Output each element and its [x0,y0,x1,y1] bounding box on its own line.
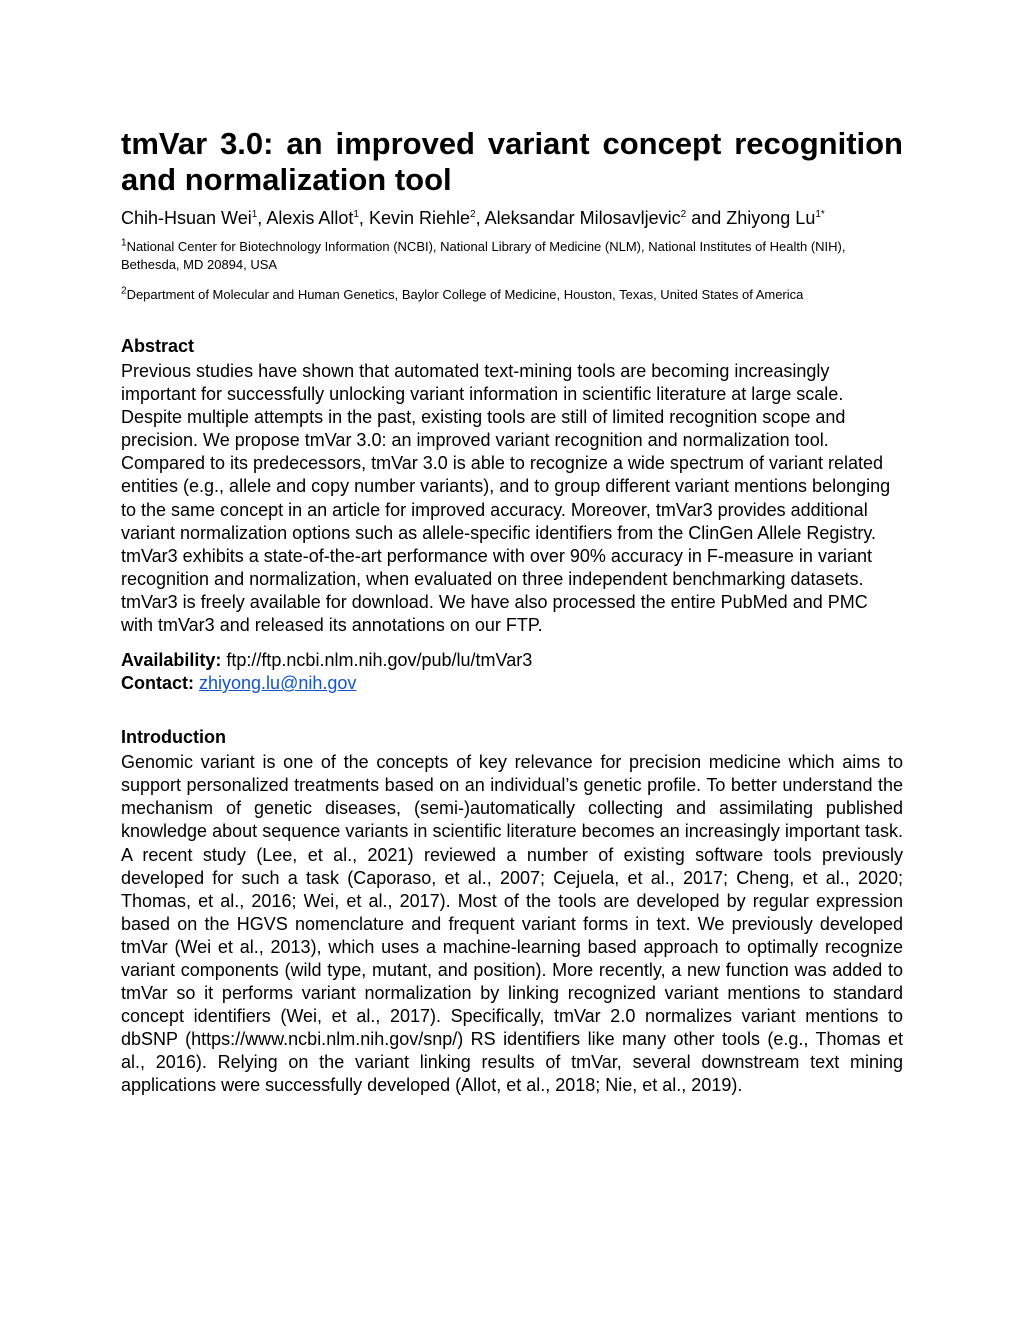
author-list [121,206,903,230]
author: Zhiyong $Lu^{1*}$ [726,208,825,228]
paper-page [121,126,903,1098]
availability-value: ftp://ftp.ncbi.nlm.nih.gov/pub/lu/tmVar3 [226,650,533,671]
abstract-heading: Abstract [121,336,195,356]
affiliation-1: $^1$National Center for Biotechnology Information (NCBI), National Library of Medicine (NLM), National Institutes of Health (NIH), Bethesda, MD 20894, USA [121,237,846,272]
author: Chih-Hsuan Wei$^1$, [121,208,267,228]
contact-label: Contact: [121,673,194,694]
affiliation-2: $^2$Department of Molecular and Human Genetics, Baylor College of Medicine, Houston, Texas, United States of America [121,285,804,302]
abstract-text: Previous studies have shown that automated text-mining tools are becoming increasingly important for successfully unlocking variant information in scientific literature at large scale. Despite multiple attempts in the past, existing tools are still of limited recognition scope and precision. We propose tmVar 3.0: an improved variant recognition and normalization tool. Compared to its predecessors, tmVar 3.0 is able to recognize a wide spectrum of variant related entities (e.g., allele and copy number variants), and to group different variant mentions belonging to the same concept in an article for improved accuracy. Moreover, tmVar3 provides additional variant normalization options such as allele-specific identifiers from the ClinGen Allele Registry. tmVar3 exhibits a state-of-the-art performance with over 90% accuracy in F-measure in variant recognition and normalization, when evaluated on three independent benchmarking datasets. tmVar3 is freely available for download. We have also processed the entire PubMed and PMC with tmVar3 and released its annotations on our FTP. [121,361,891,636]
contact-line [121,672,903,695]
introduction-heading: Introduction [121,727,226,748]
availability-contact [121,649,903,695]
author: Kevin Riehle$^2$, [368,208,485,228]
author: Aleksandar Milosavljevic$^2$ and [484,208,727,228]
availability-label: Availability: [121,650,222,671]
paper-title: tmVar 3.0: an improved variant concept recognition and normalization tool [121,126,903,197]
introduction-text: Genomic variant is one of the concepts of key relevance for precision medicine which aims to support personalized treatments based on an individual’s genetic profile. To better understand the mechanism of genetic diseases, (semi-)automatically collecting and assimilating published knowledge about sequence variants in scientific literature becomes an increasingly important task. A recent study (Lee, et al., 2021) reviewed a number of existing software tools previously developed for such a task (Caporaso, et al., 2007; Cejuela, et al., 2017; Cheng, et al., 2020; Thomas, et al., 2016; Wei, et al., 2017). Most of the tools are developed by regular expression based on the HGVS nomenclature and frequent variant forms in text. We previously developed tmVar (Wei et al., 2013), which uses a machine-learning based approach to optimally recognize variant components (wild type, mutant, and position). More recently, a new function was added to tmVar so it performs variant normalization by linking recognized variant mentions to standard concept identifiers (Wei, et al., 2017). Specifically, tmVar 2.0 normalizes variant mentions to dbSNP (https://www.ncbi.nlm.nih.gov/snp/) RS identifiers like many other tools (e.g., Thomas et al., 2016). Relying on the variant linking results of tmVar, several downstream text mining applications were successfully developed (Allot, et al., 2018; Nie, et al., 2019). [121,752,903,1096]
contact-email-link[interactable]: zhiyong.lu@nih.gov [199,673,357,694]
author: Alexis Allot$^1$, [266,208,369,228]
availability-line [121,649,903,672]
